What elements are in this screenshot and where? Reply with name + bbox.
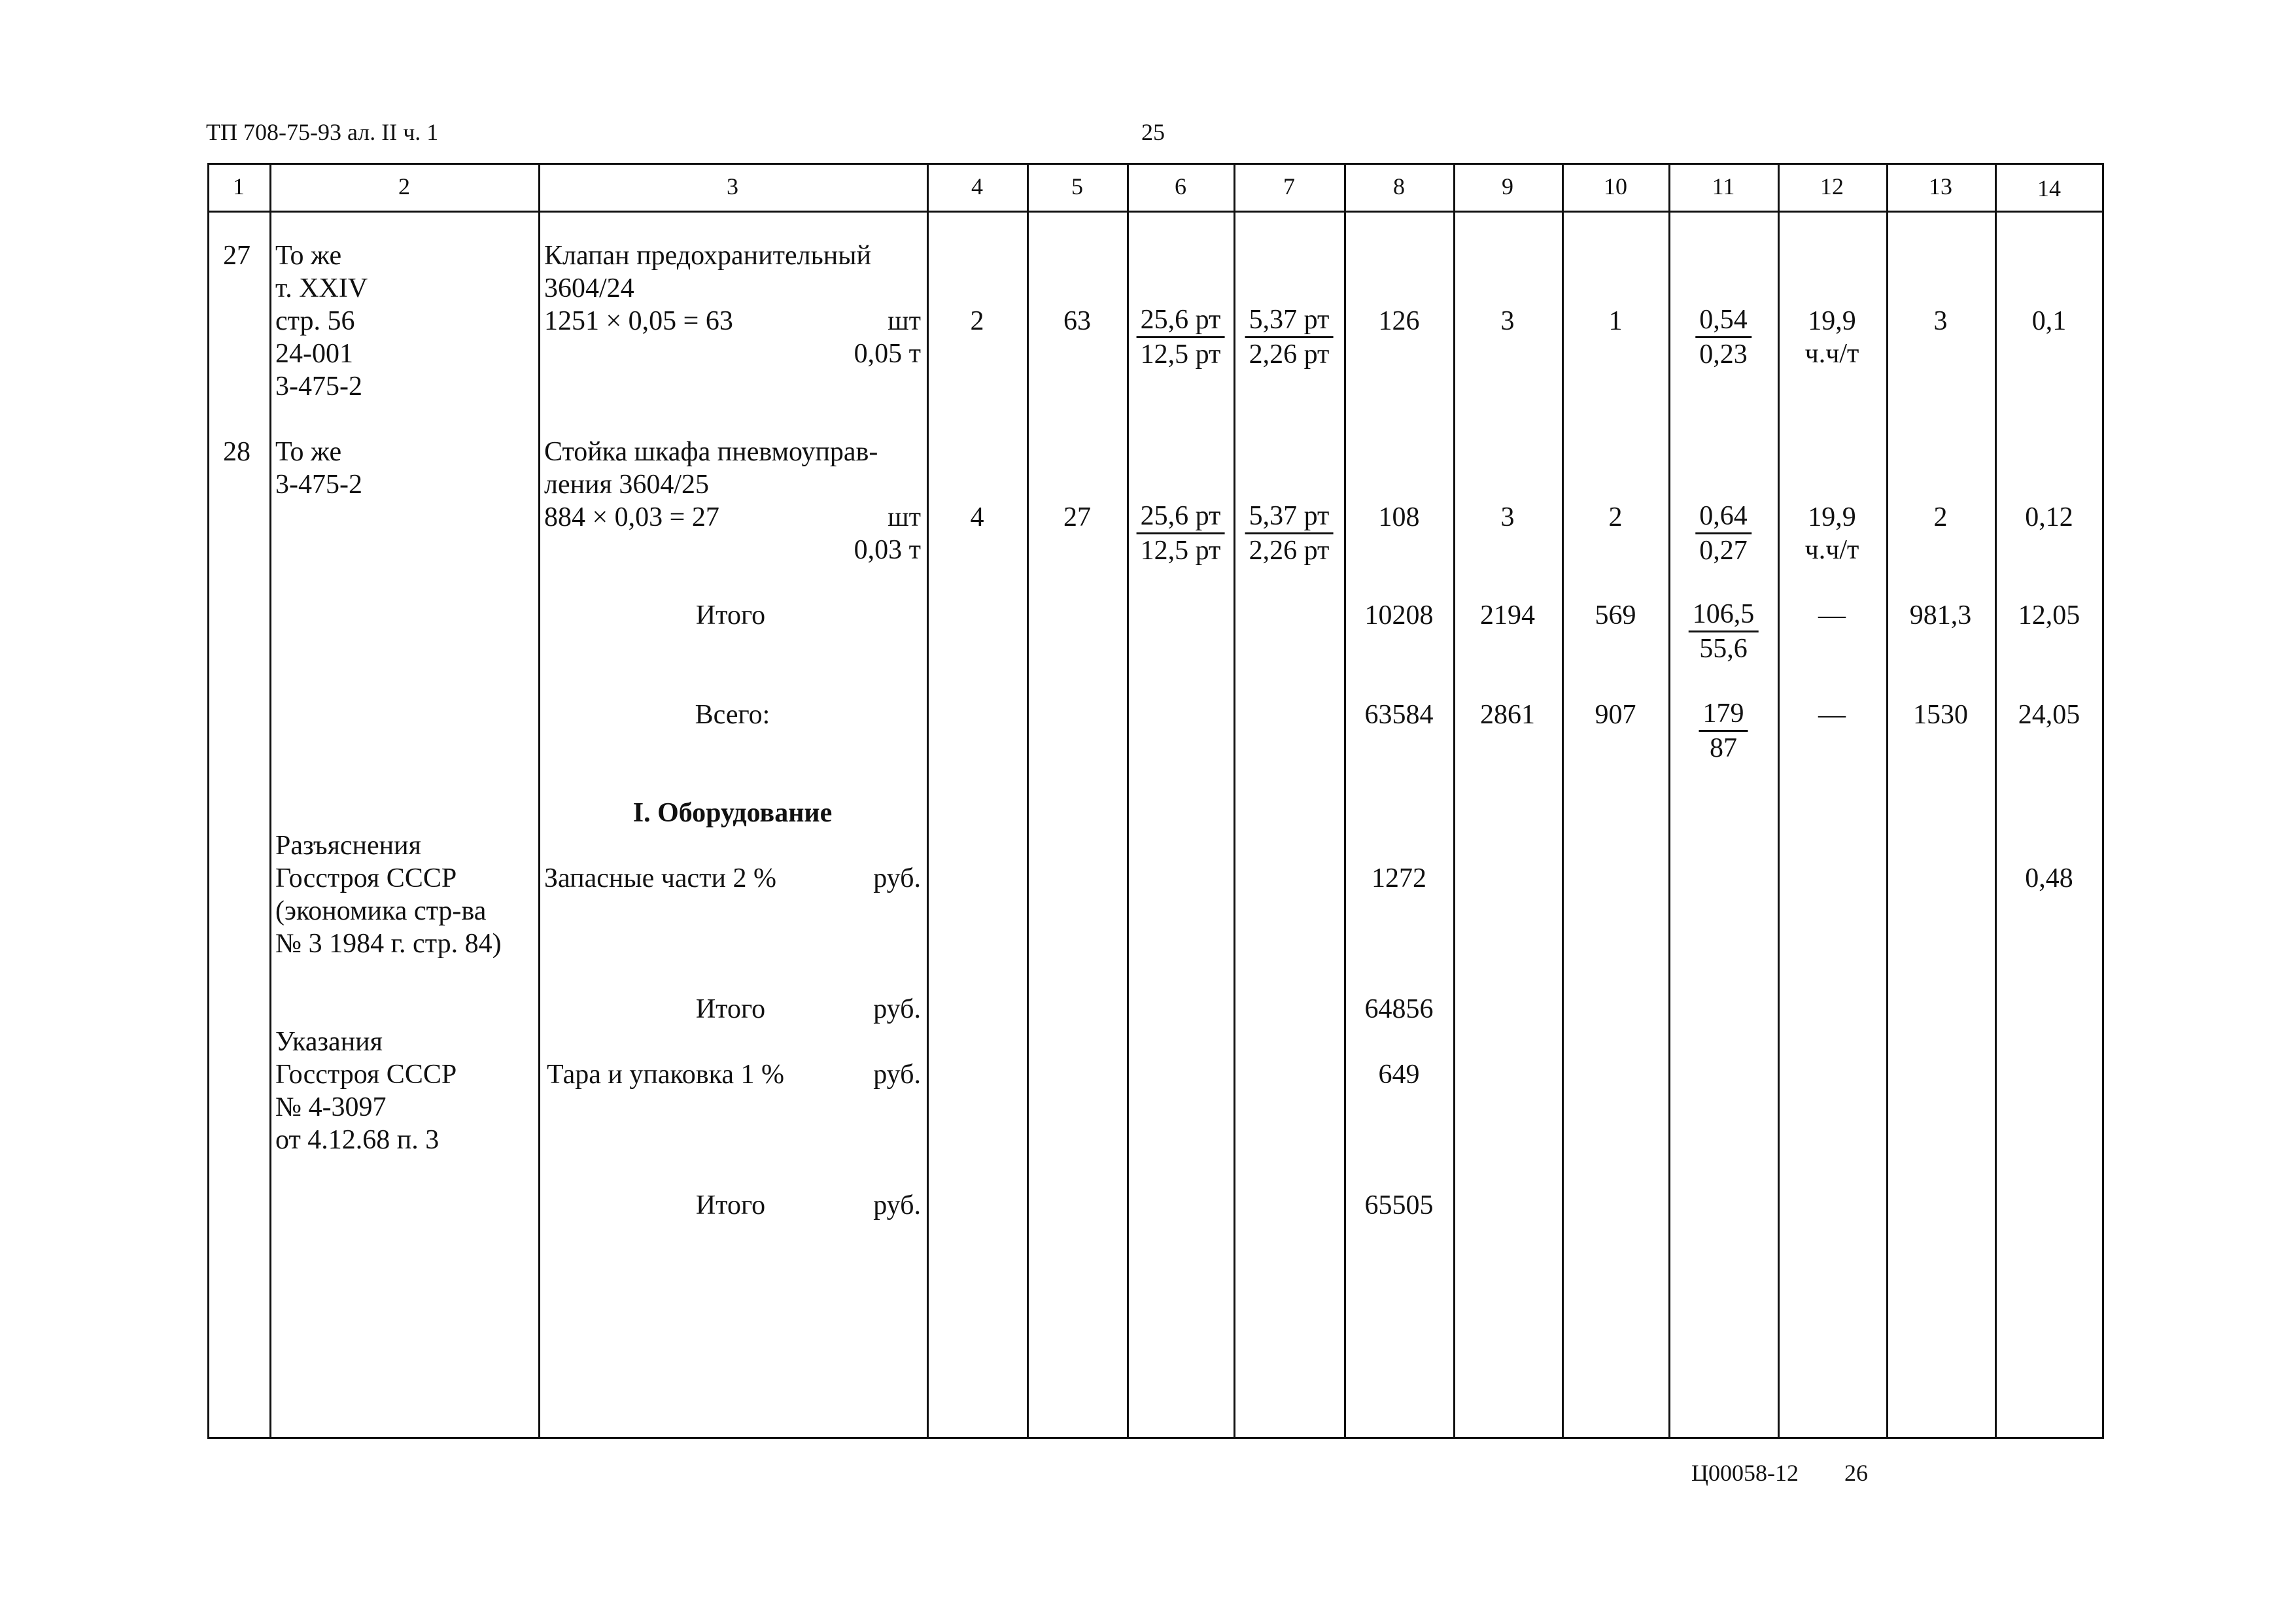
cell-col9: 2194 — [1480, 600, 1535, 631]
cell-col7-fraction — [1245, 500, 1334, 567]
item-unit: руб. — [873, 1190, 921, 1220]
item-name: Стойка шкафа пневмоуправ- — [544, 437, 878, 467]
item-name: Тара и упаковка 1 % — [547, 1060, 784, 1090]
cell-col11-fraction — [1695, 303, 1751, 371]
cell-col12: 19,9 — [1808, 306, 1856, 336]
col-header: 6 — [1175, 173, 1186, 199]
source-line: Указания — [275, 1027, 383, 1057]
document-reference: ТП 708-75-93 ал. II ч. 1 — [206, 119, 439, 145]
total-label: Всего: — [695, 700, 770, 730]
col-header: 11 — [1712, 173, 1735, 199]
item-unit: руб. — [873, 994, 921, 1024]
col-header: 3 — [727, 173, 738, 199]
cell-col10: 2 — [1608, 502, 1623, 532]
col-header: 1 — [233, 173, 245, 199]
source-line: Госстроя СССР — [275, 1060, 457, 1090]
col-header: 7 — [1283, 173, 1295, 199]
cell-col14: 0,12 — [2025, 502, 2073, 532]
col-header: 8 — [1393, 173, 1405, 199]
source-line: Разъяснения — [275, 831, 421, 861]
source-line: № 4-3097 — [275, 1092, 387, 1122]
cell-col14: 12,05 — [2018, 600, 2080, 631]
fraction-numerator: 0,64 — [1695, 500, 1751, 534]
cell-col8: 126 — [1378, 306, 1420, 336]
cell-col10: 907 — [1595, 700, 1636, 730]
cell-col11-fraction — [1695, 500, 1751, 567]
col-header: 2 — [398, 173, 410, 199]
source-line: (экономика стр-ва — [275, 896, 487, 926]
item-name: Клапан предохранительный — [544, 241, 871, 271]
cell-col5: 63 — [1063, 306, 1091, 336]
fraction-numerator: 5,37 рт — [1245, 500, 1334, 534]
cell-col9: 2861 — [1480, 700, 1535, 730]
cell-col6-fraction — [1137, 303, 1225, 371]
source-line: стр. 56 — [275, 306, 355, 336]
source-line: То же — [275, 437, 342, 467]
fraction-denominator: 12,5 рт — [1140, 339, 1221, 370]
cell-col7-fraction — [1245, 303, 1334, 371]
source-line: 24-001 — [275, 339, 353, 369]
cell-col10: 569 — [1595, 600, 1636, 631]
subtotal-label: Итого — [695, 1190, 766, 1220]
source-line: 3-475-2 — [275, 470, 362, 500]
subtotal-label: Итого — [695, 600, 766, 631]
item-weight: 0,05 т — [854, 339, 921, 369]
cell-col12: — — [1818, 700, 1846, 730]
source-line: Госстроя СССР — [275, 863, 457, 893]
cell-col8: 63584 — [1364, 700, 1434, 730]
cell-col10: 1 — [1608, 306, 1623, 336]
fraction-numerator: 25,6 рт — [1137, 303, 1225, 338]
cell-col13: 1530 — [1913, 700, 1968, 730]
cell-col13: 3 — [1933, 306, 1948, 336]
cell-col13: 981,3 — [1909, 600, 1972, 631]
cell-col12-unit: ч.ч/т — [1804, 339, 1859, 369]
cell-col11-fraction — [1699, 697, 1748, 765]
fraction-numerator: 179 — [1699, 697, 1748, 732]
source-line: 3-475-2 — [275, 371, 362, 402]
fraction-numerator: 106,5 — [1689, 598, 1759, 632]
cell-col8: 65505 — [1364, 1190, 1434, 1220]
fraction-denominator: 55,6 — [1699, 634, 1748, 664]
source-line: от 4.12.68 п. 3 — [275, 1125, 440, 1155]
col-header: 10 — [1604, 173, 1627, 199]
cell-col13: 2 — [1933, 502, 1948, 532]
section-title: I. Оборудование — [632, 798, 833, 828]
col-header: 5 — [1071, 173, 1083, 199]
item-name: ления 3604/25 — [544, 470, 710, 500]
cell-col14: 0,1 — [2031, 306, 2067, 336]
fraction-denominator: 0,23 — [1699, 339, 1748, 370]
col-header: 4 — [971, 173, 983, 199]
cell-col4: 2 — [970, 306, 984, 336]
col-header: 13 — [1929, 173, 1952, 199]
col-header: 14 — [2037, 175, 2061, 201]
cell-col4: 4 — [970, 502, 984, 532]
item-name: Запасные части 2 % — [544, 863, 776, 893]
cell-col14: 24,05 — [2018, 700, 2080, 730]
item-calculation: 884 × 0,03 = 27 — [544, 502, 719, 532]
subtotal-label: Итого — [695, 994, 766, 1024]
cell-col6-fraction — [1137, 500, 1225, 567]
footer-page-number: 26 — [1844, 1460, 1868, 1486]
item-weight: 0,03 т — [854, 535, 921, 565]
footer-code: Ц00058-12 — [1691, 1460, 1799, 1486]
source-line: № 3 1984 г. стр. 84) — [275, 929, 502, 959]
fraction-denominator: 2,26 рт — [1249, 339, 1330, 370]
item-name: 3604/24 — [544, 273, 634, 303]
fraction-numerator: 25,6 рт — [1137, 500, 1225, 534]
cell-col8: 1272 — [1372, 863, 1426, 893]
item-unit: шт — [888, 306, 921, 336]
cell-col5: 27 — [1063, 502, 1091, 532]
col-header: 12 — [1820, 173, 1844, 199]
fraction-numerator: 5,37 рт — [1245, 303, 1334, 338]
cell-col14: 0,48 — [2025, 863, 2073, 893]
item-calculation: 1251 × 0,05 = 63 — [544, 306, 733, 336]
item-unit: руб. — [873, 1060, 921, 1090]
cell-col8: 108 — [1378, 502, 1420, 532]
item-unit: шт — [888, 502, 921, 532]
cell-col8: 64856 — [1364, 994, 1434, 1024]
fraction-denominator: 87 — [1710, 733, 1737, 763]
row-number: 28 — [223, 437, 250, 467]
cell-col8: 10208 — [1364, 600, 1434, 631]
cell-col9: 3 — [1500, 502, 1515, 532]
source-line: То же — [275, 241, 342, 271]
row-number: 27 — [223, 241, 250, 271]
source-line: т. XXIV — [275, 273, 368, 303]
cell-col12-unit: ч.ч/т — [1804, 535, 1859, 565]
page-number: 25 — [1141, 119, 1165, 145]
fraction-denominator: 0,27 — [1699, 536, 1748, 566]
cell-col8: 649 — [1378, 1060, 1420, 1090]
col-header: 9 — [1502, 173, 1513, 199]
fraction-denominator: 2,26 рт — [1249, 536, 1330, 566]
cell-col12: — — [1818, 600, 1846, 631]
cell-col12: 19,9 — [1808, 502, 1856, 532]
cell-col9: 3 — [1500, 306, 1515, 336]
item-unit: руб. — [873, 863, 921, 893]
cell-col11-fraction — [1689, 598, 1759, 665]
fraction-numerator: 0,54 — [1695, 303, 1751, 338]
fraction-denominator: 12,5 рт — [1140, 536, 1221, 566]
